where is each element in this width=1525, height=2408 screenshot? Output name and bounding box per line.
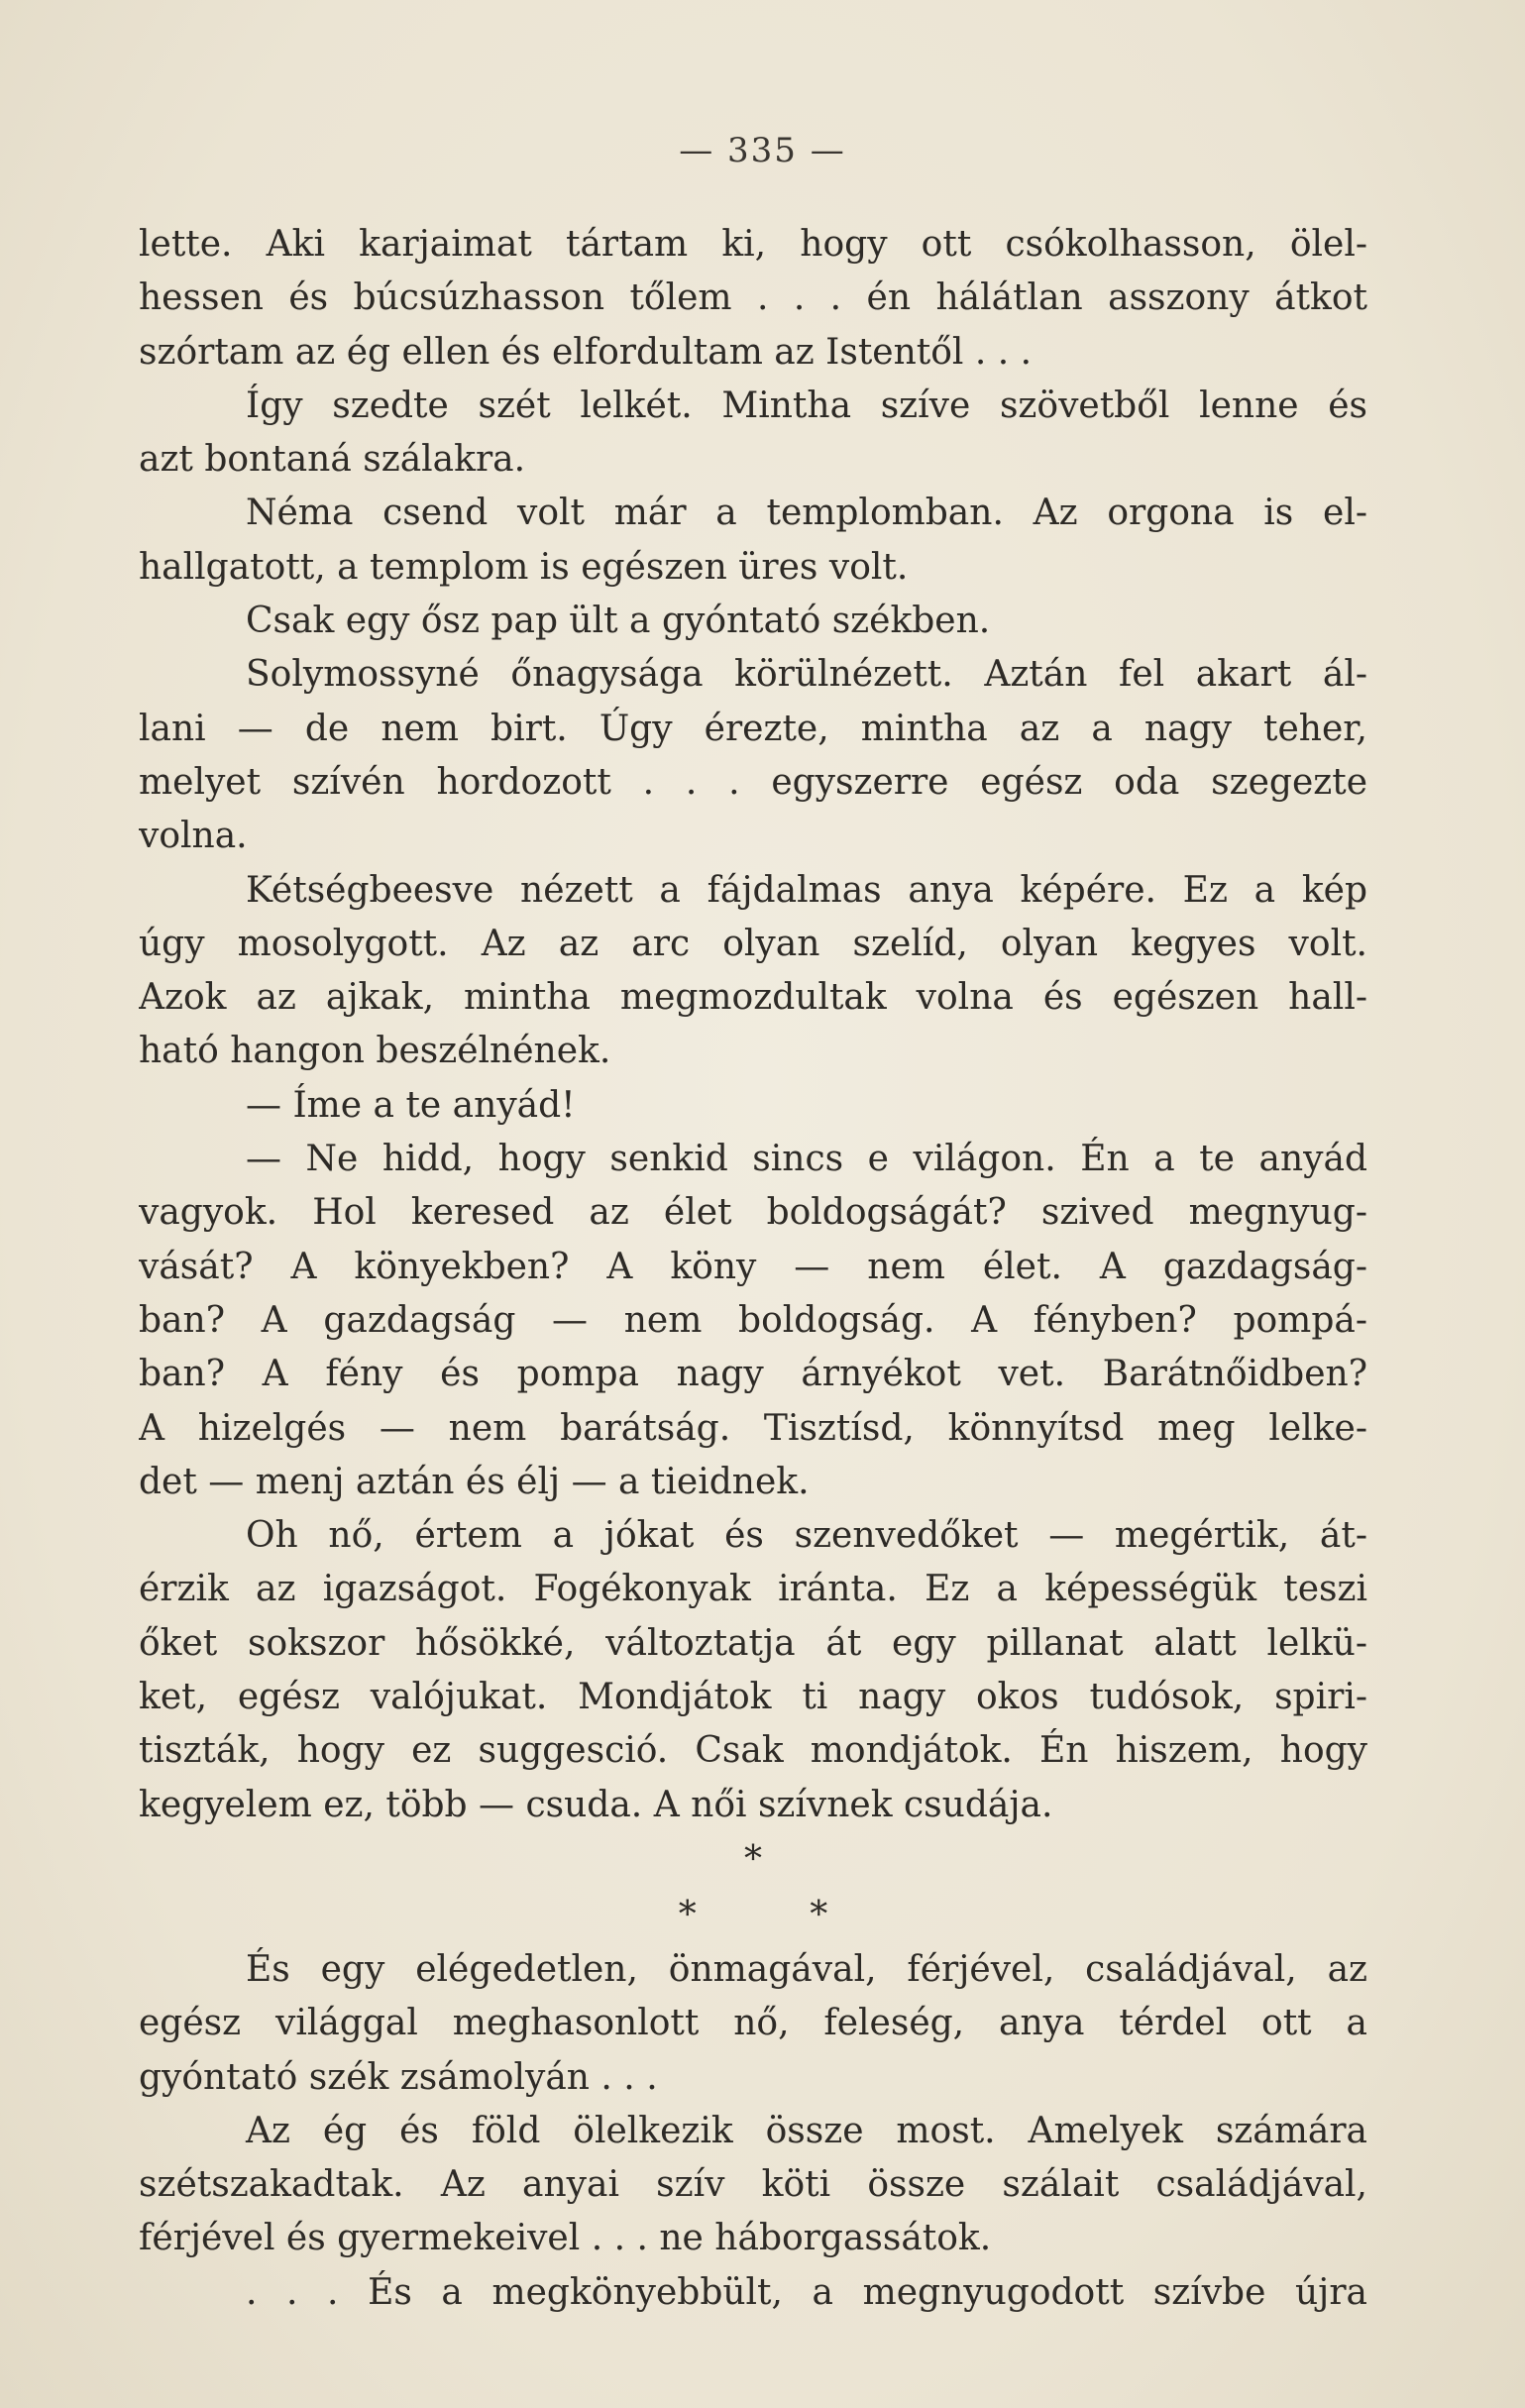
text-line: úgy mosolygott. Az az arc olyan szelíd, olyan kegyes volt. — [139, 923, 1367, 964]
text-line: tiszták, hogy ez suggesció. Csak mondjátok. Én hiszem, hogy — [139, 1730, 1367, 1772]
text-line: ható hangon beszélnének. — [139, 1031, 611, 1072]
text-line: Csak egy ősz pap ült a gyóntató székben. — [246, 601, 991, 642]
text-line: lette. Aki karjaimat tártam ki, hogy ott csókolhasson, ölel- — [139, 224, 1367, 265]
text-line: szórtam az ég ellen és elfordultam az Istentől . . . — [139, 331, 1033, 373]
section-divider-star: * — [744, 1838, 762, 1880]
text-line: — Ne hidd, hogy senkid sincs e világon. Én a te anyád — [246, 1139, 1367, 1180]
section-divider-stars: * * — [678, 1894, 828, 1935]
text-line: — Íme a te anyád! — [246, 1084, 576, 1126]
text-line: A hizelgés — nem barátság. Tisztísd, könnyítsd meg lelke- — [139, 1407, 1367, 1449]
text-line: egész világgal meghasonlott nő, feleség, anya térdel ott a — [139, 2003, 1367, 2044]
text-line: ket, egész valójukat. Mondjátok ti nagy okos tudósok, spiri- — [139, 1677, 1367, 1718]
text-line: Solymossyné őnagysága körülnézett. Aztán fel akart ál- — [246, 654, 1367, 696]
text-line: melyet szívén hordozott . . . egyszerre egész oda szegezte — [139, 761, 1367, 803]
text-line: vagyok. Hol keresed az élet boldogságát? szived megnyug- — [139, 1192, 1367, 1234]
text-line: férjével és gyermekeivel . . . ne háborgassátok. — [139, 2218, 992, 2259]
text-line: Néma csend volt már a templomban. Az orgona is el- — [246, 493, 1367, 534]
text-line: Oh nő, értem a jókat és szenvedőket — megértik, át- — [246, 1515, 1367, 1557]
text-line: őket sokszor hősökké, változtatja át egy pillanat alatt lelkü- — [139, 1622, 1367, 1664]
text-line: És egy elégedetlen, önmagával, férjével, családjával, az — [246, 1948, 1367, 1990]
text-line: . . . És a megkönyebbült, a megnyugodott szívbe újra — [246, 2271, 1367, 2313]
text-line: érzik az igazságot. Fogékonyak iránta. Ez a képességük teszi — [139, 1569, 1367, 1610]
body-text — [139, 218, 1367, 2320]
text-line: ban? A fény és pompa nagy árnyékot vet. Barátnőidben? — [139, 1354, 1367, 1395]
text-line: hessen és búcsúzhasson tőlem . . . én hálátlan asszony átkot — [139, 277, 1367, 319]
page-number: — 335 — — [679, 131, 846, 170]
text-line: lani — de nem birt. Úgy érezte, mintha az a nagy teher, — [139, 708, 1367, 749]
text-line: volna. — [139, 816, 248, 857]
text-line: Az ég és föld ölelkezik össze most. Amelyek számára — [246, 2110, 1367, 2151]
text-line: ban? A gazdagság — nem boldogság. A fényben? pompá- — [139, 1299, 1367, 1341]
text-line: gyóntató szék zsámolyán . . . — [139, 2056, 658, 2098]
text-line: szétszakadtak. Az anyai szív köti össze szálait családjával, — [139, 2164, 1367, 2206]
text-line: hallgatott, a templom is egészen üres volt. — [139, 546, 909, 588]
text-line: Így szedte szét lelkét. Mintha szíve szövetből lenne és — [246, 384, 1367, 426]
text-line: Kétségbeesve nézett a fájdalmas anya képére. Ez a kép — [246, 869, 1367, 911]
text-line: vását? A könyekben? A köny — nem élet. A gazdagság- — [139, 1246, 1367, 1287]
text-line: det — menj aztán és élj — a tieidnek. — [139, 1461, 810, 1502]
text-line: Azok az ajkak, mintha megmozdultak volna és egészen hall- — [139, 977, 1367, 1019]
text-line: kegyelem ez, több — csuda. A női szívnek csudája. — [139, 1784, 1053, 1825]
text-line: azt bontaná szálakra. — [139, 439, 526, 481]
